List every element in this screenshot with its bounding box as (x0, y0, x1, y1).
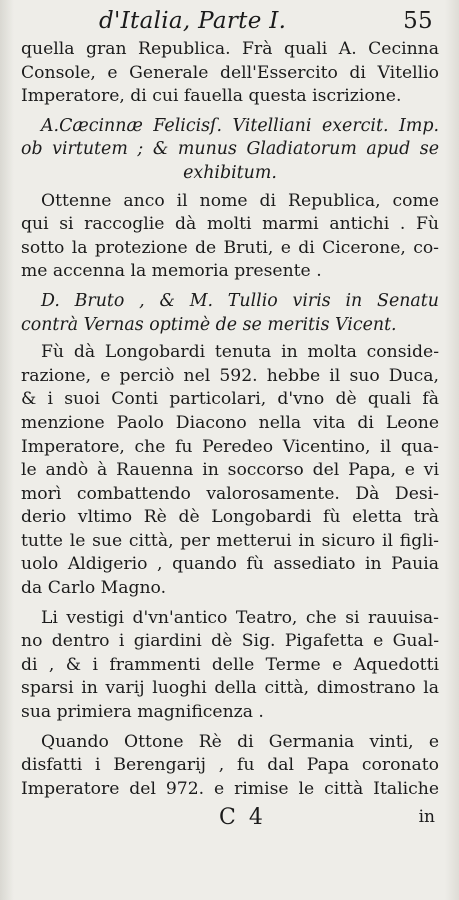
inscription-bruto (21, 290, 439, 337)
inscription-line: A.Cæcinnæ Felicisſ. Vitelliani exercit. Imp. (41, 115, 439, 136)
running-title: d'Italia, Parte I. (99, 8, 287, 34)
text-line: sua primiera magnificenza . (21, 702, 264, 723)
text-line: di , & i frammenti delle Terme e Aquedotti (21, 654, 439, 675)
paragraph-teatro (21, 607, 439, 725)
text-line: Ottenne anco il nome di Republica, come (41, 190, 439, 211)
page-footer (21, 803, 439, 833)
running-head (21, 4, 439, 38)
text-line: qui si raccoglie dà molti marmi antichi . Fù (21, 214, 439, 235)
text-line: tutte le sue città, per metterui in sicuro il figli- (21, 530, 439, 551)
inscription-line: ob virtutem ; & munus Gladiatorum apud se (21, 139, 439, 160)
text-line: morì combattendo valorosamente. Dà Desi- (21, 483, 439, 504)
text-line: uolo Aldigerio , quando fù assediato in Pauia (21, 554, 439, 575)
text-line: Imperatore, di cui fauella questa iscrizione. (21, 86, 402, 107)
text-line: Li vestigi d'vn'antico Teatro, che si rauuisa- (41, 607, 439, 628)
text-line: Quando Ottone Rè di Germania vinti, e (41, 731, 439, 752)
text-line: Imperatore del 972. e rimise le città Italiche (21, 778, 439, 799)
text-line: da Carlo Magno. (21, 578, 167, 599)
text-line: Imperatore, che fu Peredeo Vicentino, il qua- (21, 436, 439, 457)
paragraph-ottone (21, 731, 439, 802)
text-line: & i suoi Conti particolari, d'vno dè quali fà (21, 389, 439, 410)
signature-mark: C 4 (219, 805, 266, 831)
text-line: Console, e Generale dell'Essercito di Vitellio (21, 62, 439, 83)
paragraph-longobardi (21, 341, 439, 601)
inscription-cecinna (21, 115, 439, 186)
text-line: le andò à Rauenna in soccorso del Papa, e vi (21, 460, 439, 481)
text-line: disfatti i Berengarij , fu dal Papa coronato (21, 755, 439, 776)
text-line: no dentro i giardini dè Sig. Pigafetta e Gual- (21, 631, 439, 652)
text-line: derio vltimo Rè dè Longobardi fù eletta trà (21, 507, 439, 528)
inscription-line: D. Bruto , & M. Tullio viris in Senatu (41, 290, 439, 311)
page-number: 55 (403, 8, 433, 34)
text-line: razione, e perciò nel 592. hebbe il suo Duca, (21, 365, 439, 386)
text-line: sotto la protezione de Bruti, e di Cicerone, co- (21, 237, 439, 258)
text-line: sparsi in varij luoghi della città, dimostrano la (21, 678, 439, 699)
text-line: quella gran Republica. Frà quali A. Cecinna (21, 39, 439, 59)
paragraph-continuation (21, 38, 439, 109)
text-line: menzione Paolo Diacono nella vita di Leone (21, 412, 439, 433)
paragraph-republica (21, 190, 439, 284)
catchword: in (418, 807, 435, 828)
inscription-line: contrà Vernas optimè de se meritis Vicent. (21, 314, 397, 335)
inscription-line: exhibitum. (183, 162, 277, 183)
text-line: me accenna la memoria presente . (21, 261, 322, 282)
text-line: Fù dà Longobardi tenuta in molta conside- (41, 342, 439, 363)
